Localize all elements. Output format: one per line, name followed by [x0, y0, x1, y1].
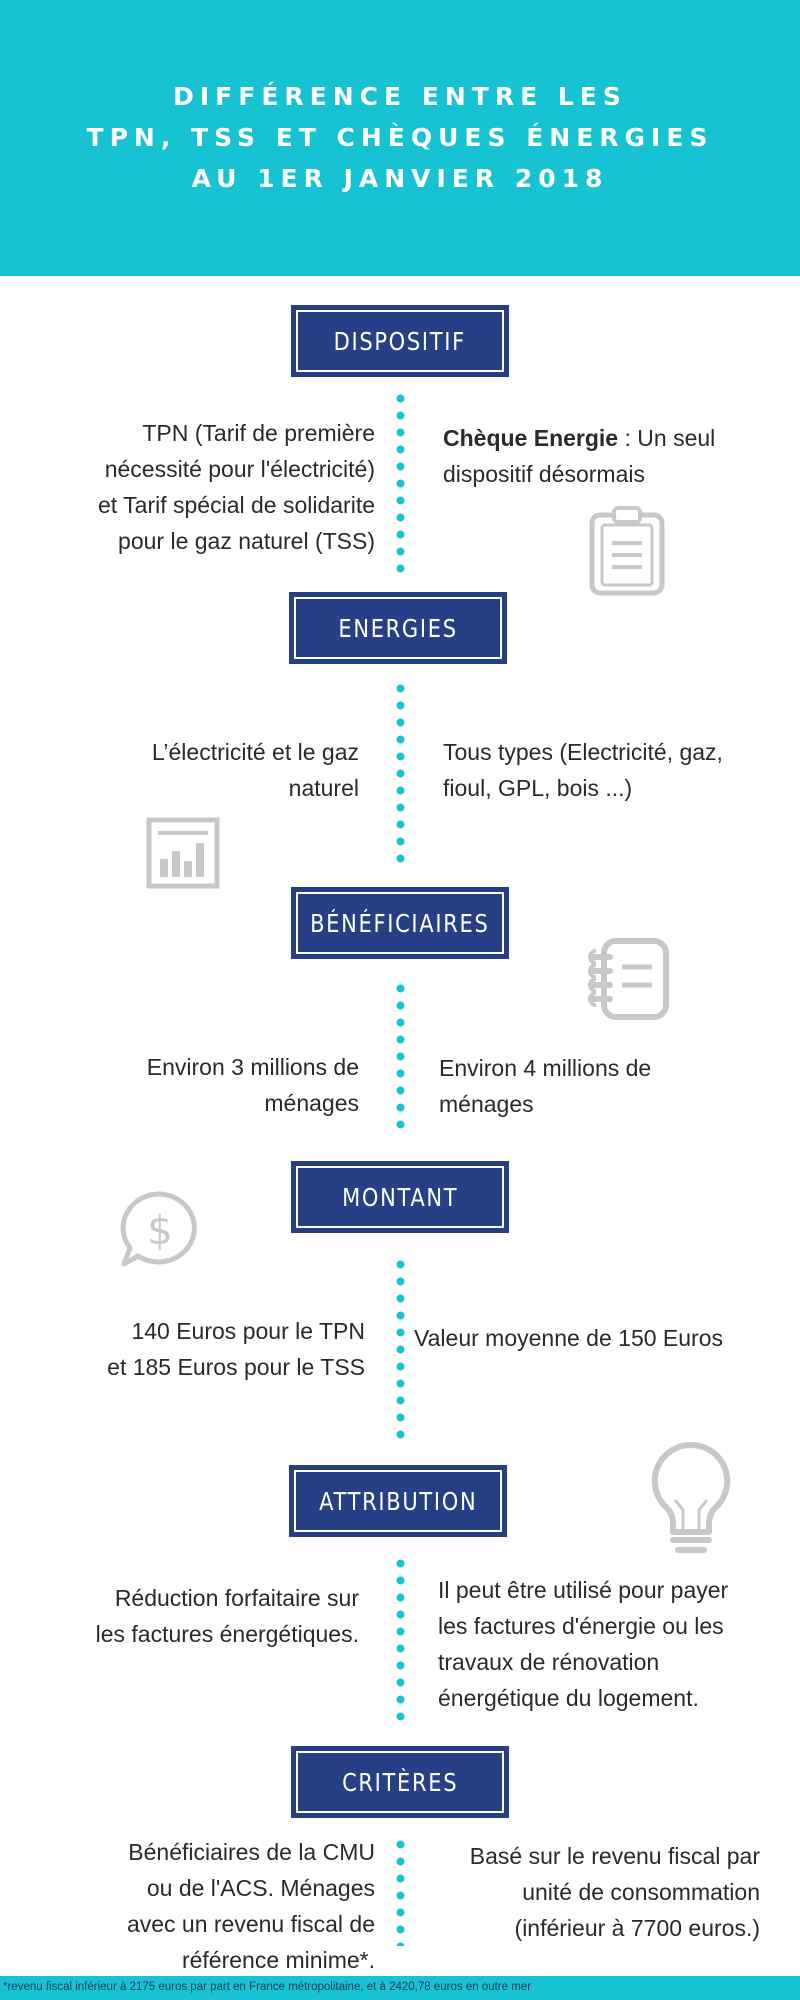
footer-note: *revenu fiscal inférieur à 2175 euros par part en France métropolitaine, et à 2420,78 euros en outre mer	[3, 1981, 532, 1993]
montant-left-text: 140 Euros pour le TPN et 185 Euros pour le TSS	[107, 1318, 365, 1380]
energies-left-text: L’électricité et le gaz naturel	[151, 739, 359, 801]
footer-banner	[0, 1976, 800, 2000]
timeline-dots	[396, 1256, 405, 1446]
page-title-line-2: TPN, TSS ET CHÈQUES ÉNERGIES	[86, 123, 714, 152]
criteres-right-text: Basé sur le revenu fiscal par unité de consommation (inférieur à 7700 euros.)	[469, 1843, 760, 1941]
clipboard-icon	[588, 505, 668, 597]
page-title-line-3: AU 1ER JANVIER 2018	[191, 164, 609, 193]
beneficiaires-right-text: Environ 4 millions de ménages	[439, 1055, 652, 1117]
attribution-right-text: Il peut être utilisé pour payer les factures d'énergie ou les travaux de rénovation énergétique du logement.	[438, 1577, 729, 1711]
bar-chart-icon	[146, 817, 220, 889]
section-label-beneficiaires: BÉNÉFICIAIRES	[291, 887, 509, 959]
section-label-criteres: CRITÈRES	[291, 1746, 509, 1818]
timeline-dots	[396, 680, 405, 870]
criteres-left-text: Bénéficiaires de la CMU ou de l'ACS. Ménages avec un revenu fiscal de référence minime*.	[126, 1839, 375, 1973]
attribution-left-text: Réduction forfaitaire sur les factures énergétiques.	[95, 1585, 359, 1647]
notebook-icon	[586, 935, 674, 1023]
timeline-dots	[396, 1555, 405, 1725]
beneficiaires-left-text: Environ 3 millions de ménages	[146, 1054, 359, 1116]
section-label-energies: ENERGIES	[289, 592, 507, 664]
svg-text:$: $	[147, 1208, 173, 1254]
page-title-line-1: DIFFÉRENCE ENTRE LES	[173, 82, 627, 111]
section-label-attribution: ATTRIBUTION	[289, 1465, 507, 1537]
timeline-dots	[396, 390, 405, 575]
dollar-bubble-icon	[118, 1190, 202, 1270]
timeline-dots	[396, 980, 405, 1135]
section-label-dispositif: DISPOSITIF	[291, 305, 509, 377]
section-label-montant: MONTANT	[291, 1161, 509, 1233]
lightbulb-icon	[648, 1440, 734, 1560]
energies-right-text: Tous types (Electricité, gaz, fioul, GPL, bois ...)	[443, 739, 723, 801]
timeline-dots	[396, 1836, 405, 1946]
dispositif-left-text: TPN (Tarif de première nécessité pour l'électricité) et Tarif spécial de solidarite pour le gaz naturel (TSS)	[98, 420, 375, 554]
dispositif-right-text: Chèque Energie : Un seul dispositif désormais	[443, 425, 716, 487]
header-banner	[0, 0, 800, 276]
montant-right-text: Valeur moyenne de 150 Euros	[414, 1325, 723, 1351]
